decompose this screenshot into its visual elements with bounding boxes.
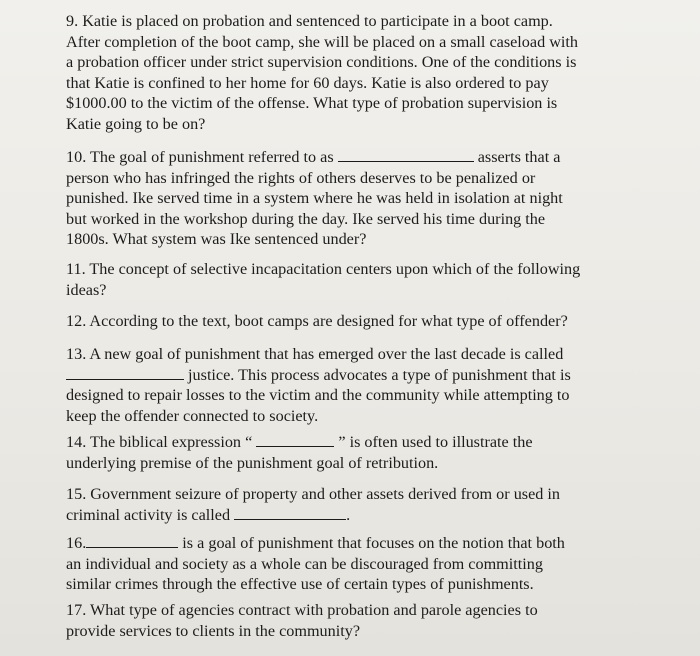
- text-line: similar crimes through the effective use of certain types of punishments.: [66, 575, 534, 594]
- question-17: [66, 600, 666, 641]
- text-line: 9. Katie is placed on probation and sentenced to participate in a boot camp.: [66, 12, 553, 30]
- text-line: provide services to clients in the community?: [66, 621, 360, 640]
- text-line: After completion of the boot camp, she will be placed on a small caseload with: [66, 32, 579, 51]
- text-line: [66, 432, 666, 453]
- text-fragment: 14. The biblical expression “: [66, 433, 253, 451]
- text-line: $1000.00 to the victim of the offense. What type of probation supervision is: [66, 94, 558, 113]
- answer-blank: [234, 505, 346, 520]
- text-line: but worked in the workshop during the day. Ike served his time during the: [66, 209, 546, 228]
- text-line: a probation officer under strict supervision conditions. One of the conditions is: [66, 53, 577, 72]
- text-line: [66, 147, 666, 168]
- answer-blank: [338, 147, 474, 162]
- text-line: an individual and society as a whole can be discouraged from committing: [66, 554, 543, 573]
- text-line: keep the offender connected to society.: [66, 406, 319, 425]
- question-13: [66, 344, 666, 426]
- text-fragment: justice. This process advocates a type of punishment that is: [188, 365, 571, 384]
- text-line: Katie going to be on?: [66, 114, 206, 133]
- question-15: [66, 484, 666, 525]
- answer-blank: [86, 533, 178, 548]
- question-11: [66, 259, 666, 300]
- answer-blank: [66, 365, 184, 380]
- text-fragment: ” is often used to illustrate the: [338, 433, 533, 451]
- text-fragment: asserts that a: [477, 148, 561, 166]
- text-fragment: 10. The goal of punishment referred to as: [66, 148, 334, 166]
- text-line: [66, 505, 666, 526]
- text-line: 15. Government seizure of property and other assets derived from or used in: [66, 485, 561, 503]
- text-line: that Katie is confined to her home for 60 days. Katie is also ordered to pay: [66, 73, 549, 92]
- text-fragment: criminal activity is called: [66, 505, 231, 524]
- text-line: 13. A new goal of punishment that has emerged over the last decade is called: [66, 345, 564, 363]
- text-fragment: is a goal of punishment that focuses on the notion that both: [182, 534, 565, 552]
- text-line: ideas?: [66, 280, 107, 299]
- question-10: [66, 147, 666, 250]
- text-fragment: 16.: [66, 534, 87, 552]
- text-line: [66, 365, 666, 386]
- question-16: [66, 533, 666, 595]
- text-line: 17. What type of agencies contract with probation and parole agencies to: [66, 601, 538, 619]
- text-line: 11. The concept of selective incapacitation centers upon which of the following: [66, 260, 581, 278]
- text-line: designed to repair losses to the victim and the community while attempting to: [66, 386, 570, 405]
- question-14: [66, 432, 666, 473]
- text-line: punished. Ike served time in a system where he was held in isolation at night: [66, 189, 563, 208]
- text-line: 1800s. What system was Ike sentenced under?: [66, 230, 367, 249]
- question-9: [66, 11, 666, 135]
- text-line: person who has infringed the rights of others deserves to be penalized or: [66, 168, 536, 187]
- text-line: underlying premise of the punishment goal of retribution.: [66, 453, 439, 472]
- question-12: [66, 311, 666, 332]
- text-line: [66, 533, 666, 554]
- text-fragment: .: [346, 505, 351, 524]
- text-line: 12. According to the text, boot camps are designed for what type of offender?: [66, 312, 568, 330]
- answer-blank: [256, 432, 334, 447]
